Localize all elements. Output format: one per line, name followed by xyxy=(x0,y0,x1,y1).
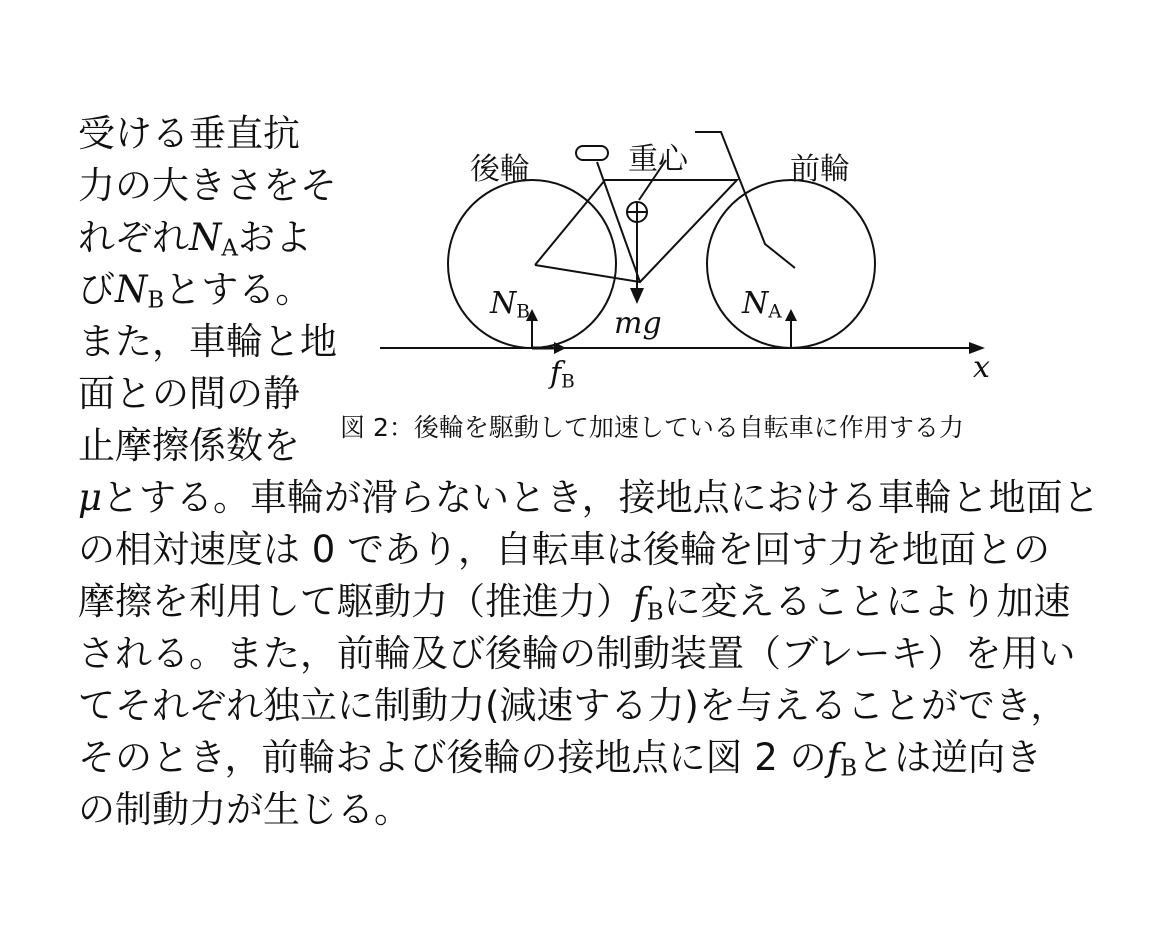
friction-coefficient-symbol: μ xyxy=(78,476,103,519)
driving-force-symbol: $f_B$ xyxy=(633,580,664,626)
text-span: 受ける垂直抗 xyxy=(78,112,300,155)
text-span: される。また，前輪及び後輪の制動装置（ブレーキ）を用い xyxy=(78,632,1076,675)
text-span: とする。 xyxy=(164,268,313,311)
weight-arrowhead xyxy=(630,288,644,304)
text-span: てそれぞれ独立に制動力(減速する力)を与えることができ， xyxy=(78,684,1068,727)
text-line xyxy=(78,784,411,836)
text-span: 面との間の静 xyxy=(78,372,300,415)
text-span: 摩擦を利用して駆動力（推進力） xyxy=(78,580,633,623)
text-line xyxy=(78,472,1100,524)
text-line xyxy=(78,108,300,160)
text-line xyxy=(78,368,300,420)
rear-wheel-label: 後輪 xyxy=(470,152,530,187)
text-line xyxy=(78,524,1050,576)
text-span: 止摩擦係数を xyxy=(78,424,300,467)
text-span: の相対速度は 0 であり，自転車は後輪を回す力を地面との xyxy=(78,528,1051,571)
text-span: また，車輪と地 xyxy=(78,320,337,363)
normal-force-rear-label: $N_B$ xyxy=(490,286,530,323)
handlebar-fork xyxy=(695,132,795,268)
text-span: とは逆向き xyxy=(857,736,1043,779)
text-span: そのとき，前輪および後輪の接地点に図 2 の xyxy=(78,736,827,779)
driving-force-symbol: $f_B$ xyxy=(826,736,858,782)
normal-force-front-label: $N_A$ xyxy=(742,286,782,323)
text-line xyxy=(78,680,1067,732)
text-span: およ xyxy=(237,216,312,259)
text-span: 力の大きさをそ xyxy=(78,164,337,207)
bicycle-diagram xyxy=(330,100,1070,400)
text-span: に変えることにより加速 xyxy=(663,580,1071,623)
normal-force-front-arrowhead xyxy=(785,309,797,321)
figure-caption: 図 2：後輪を駆動して加速している自転車に作用する力 xyxy=(340,413,964,442)
text-span: れぞれ xyxy=(78,216,189,259)
text-span: び xyxy=(78,268,115,311)
weight-label: mg xyxy=(614,306,662,341)
friction-force-label: $f_B$ xyxy=(550,356,575,393)
normal-force-symbol: $N_A$ xyxy=(189,216,238,262)
x-axis-label: x xyxy=(973,350,990,385)
text-line xyxy=(78,628,1076,680)
text-line xyxy=(78,316,337,368)
saddle-icon xyxy=(576,146,608,160)
text-line xyxy=(78,160,337,212)
text-span: とする。車輪が滑らないとき，接地点における車輪と地面と xyxy=(102,476,1100,519)
text-line xyxy=(78,420,300,472)
center-of-gravity-label: 重心 xyxy=(628,142,688,177)
front-wheel-label: 前輪 xyxy=(790,152,850,187)
normal-force-symbol: $N_B$ xyxy=(115,268,165,314)
bicycle-force-figure xyxy=(330,100,1070,450)
text-span: の制動力が生じる。 xyxy=(78,788,411,831)
